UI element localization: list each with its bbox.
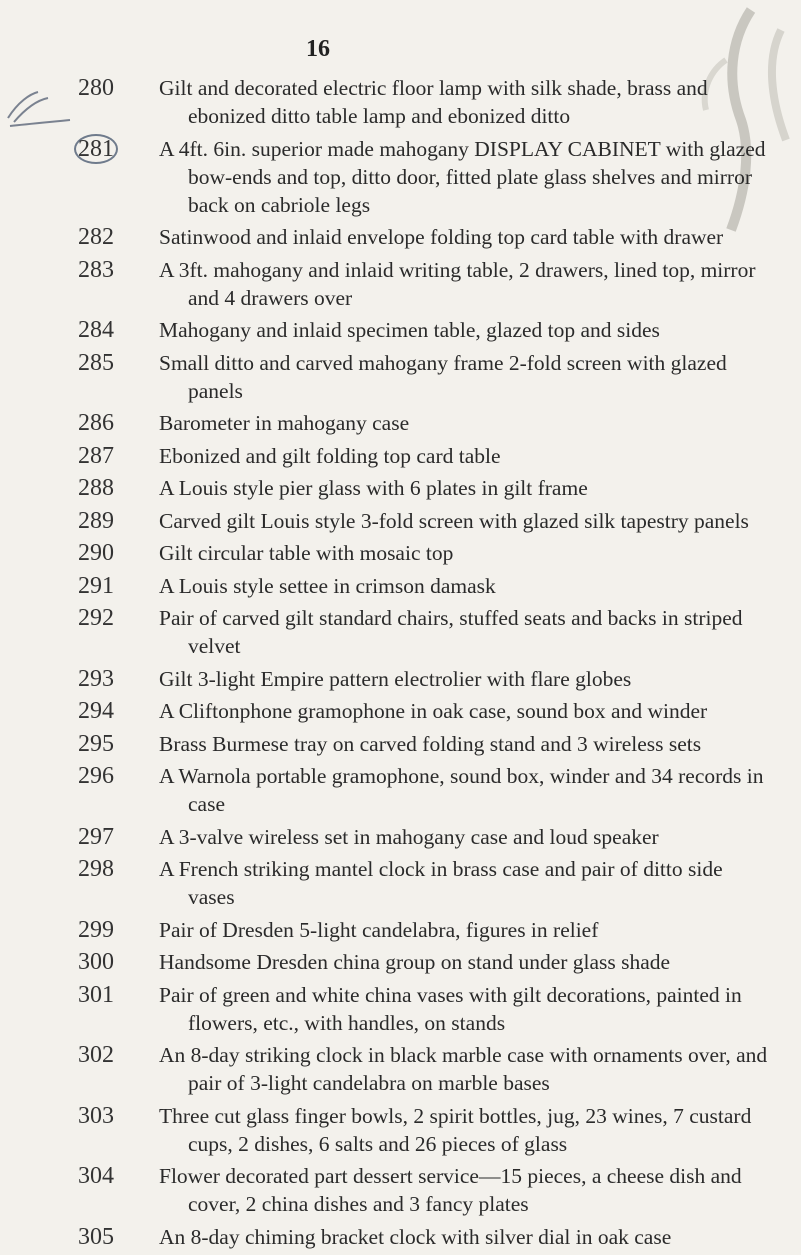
lot-number: 298 xyxy=(78,856,114,882)
lot-description: Pair of Dresden 5-light candelabra, figures in relief xyxy=(159,917,599,942)
lot-number: 296 xyxy=(78,763,114,789)
lot-description: Carved gilt Louis style 3-fold screen with glazed silk tapestry panels xyxy=(159,508,749,533)
lot-list xyxy=(0,74,801,1255)
lot-entry xyxy=(0,855,801,911)
lot-description: Satinwood and inlaid envelope folding top card table with drawer xyxy=(159,225,724,249)
lot-number: 284 xyxy=(78,317,114,343)
lot-description: A Warnola portable gramophone, sound box, winder and 34 records in case xyxy=(159,764,764,816)
lot-description: An 8-day chiming bracket clock with silver dial in oak case xyxy=(159,1224,672,1249)
lot-number: 295 xyxy=(78,730,114,757)
page-number: 16 xyxy=(306,36,330,62)
lot-number: 301 xyxy=(78,981,114,1008)
lot-entry xyxy=(0,1162,801,1218)
lot-number: 293 xyxy=(78,665,114,692)
lot-description: Gilt and decorated electric floor lamp with silk shade, brass and ebonized ditto table lamp and ebonized ditto xyxy=(159,76,708,128)
lot-entry xyxy=(0,604,801,660)
lot-description: A Louis style pier glass with 6 plates in gilt frame xyxy=(159,476,588,500)
lot-description: Gilt circular table with mosaic top xyxy=(159,541,454,565)
lot-number: 281 xyxy=(78,135,132,163)
lot-number: 297 xyxy=(78,823,114,850)
lot-description: A 3-valve wireless set in mahogany case and loud speaker xyxy=(159,824,659,849)
lot-number: 285 xyxy=(78,349,114,376)
lot-number: 299 xyxy=(78,916,114,943)
lot-number: 302 xyxy=(78,1042,114,1068)
lot-entry xyxy=(0,948,801,976)
lot-description: Gilt 3-light Empire pattern electrolier with flare globes xyxy=(159,666,632,691)
lot-number: 282 xyxy=(78,224,114,250)
lot-entry xyxy=(0,74,801,130)
lot-entry xyxy=(0,665,801,693)
lot-entry xyxy=(0,916,801,944)
lot-number: 287 xyxy=(78,442,114,469)
lot-description: Barometer in mahogany case xyxy=(159,411,410,435)
lot-description: A Louis style settee in crimson damask xyxy=(159,573,496,598)
lot-number: 303 xyxy=(78,1102,114,1129)
lot-entry xyxy=(0,981,801,1037)
lot-number: 291 xyxy=(78,572,114,599)
lot-number: 290 xyxy=(78,540,114,566)
lot-description: Three cut glass finger bowls, 2 spirit bottles, jug, 23 wines, 7 custard cups, 2 dishes, 6 salts and 26 pieces of glass xyxy=(159,1103,752,1156)
lot-entry xyxy=(0,1041,801,1097)
lot-number: 283 xyxy=(78,256,114,283)
lot-entry xyxy=(0,762,801,818)
lot-entry xyxy=(0,442,801,470)
lot-description: A 4ft. 6in. superior made mahogany DISPLAY CABINET with glazed bow-ends and top, ditto door, fitted plate glass shelves and mirror back on cabriole legs xyxy=(159,136,766,217)
lot-entry xyxy=(0,256,801,312)
lot-number: 289 xyxy=(78,507,114,534)
lot-entry xyxy=(0,1223,801,1251)
lot-number: 292 xyxy=(78,605,114,631)
lot-number: 288 xyxy=(78,475,114,501)
lot-entry xyxy=(0,572,801,600)
lot-entry xyxy=(0,409,801,437)
lot-entry xyxy=(0,730,801,758)
lot-description: Pair of green and white china vases with gilt decorations, painted in flowers, etc., with handles, on stands xyxy=(159,982,742,1035)
lot-entry xyxy=(0,474,801,502)
lot-description: Brass Burmese tray on carved folding stand and 3 wireless sets xyxy=(159,731,702,756)
lot-entry xyxy=(0,697,801,725)
lot-description: Pair of carved gilt standard chairs, stuffed seats and backs in striped velvet xyxy=(159,606,743,658)
lot-description: A French striking mantel clock in brass case and pair of ditto side vases xyxy=(159,857,723,909)
lot-description: Flower decorated part dessert service—15 pieces, a cheese dish and cover, 2 china dishes and 3 fancy plates xyxy=(159,1164,742,1216)
lot-description: Handsome Dresden china group on stand under glass shade xyxy=(159,950,671,974)
lot-entry xyxy=(0,539,801,567)
lot-entry xyxy=(0,349,801,405)
lot-entry xyxy=(0,507,801,535)
lot-number: 294 xyxy=(78,698,114,724)
lot-description: A 3ft. mahogany and inlaid writing table, 2 drawers, lined top, mirror and 4 drawers over xyxy=(159,257,756,310)
lot-number: 286 xyxy=(78,410,114,436)
lot-number: 300 xyxy=(78,949,114,975)
lot-entry xyxy=(0,223,801,251)
lot-entry xyxy=(0,1102,801,1158)
lot-number: 304 xyxy=(78,1163,114,1189)
lot-entry xyxy=(0,135,801,219)
lot-description: Small ditto and carved mahogany frame 2-fold screen with glazed panels xyxy=(159,350,727,403)
lot-number: 280 xyxy=(78,75,114,101)
lot-description: A Cliftonphone gramophone in oak case, sound box and winder xyxy=(159,699,708,723)
lot-description: Mahogany and inlaid specimen table, glazed top and sides xyxy=(159,318,660,342)
lot-description: An 8-day striking clock in black marble case with ornaments over, and pair of 3-light candelabra on marble bases xyxy=(159,1043,768,1095)
lot-entry xyxy=(0,316,801,344)
lot-entry xyxy=(0,823,801,851)
lot-description: Ebonized and gilt folding top card table xyxy=(159,443,501,468)
lot-number: 305 xyxy=(78,1223,114,1250)
